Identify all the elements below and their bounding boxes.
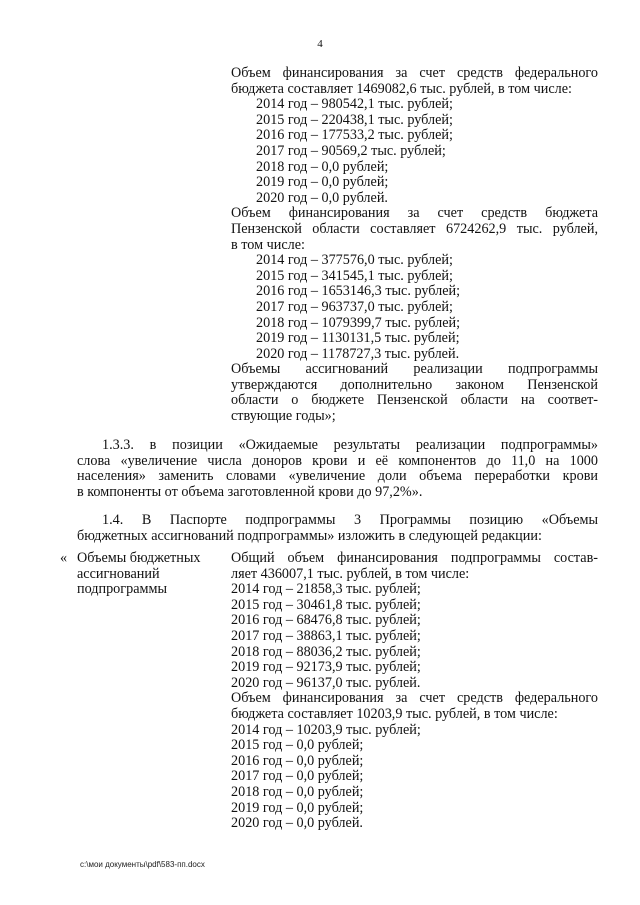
text-line: 2019 год – 0,0 рублей; xyxy=(256,174,389,191)
text-line: 2017 год – 963737,0 тыс. рублей; xyxy=(256,298,453,315)
text-line: 2016 год – 68476,8 тыс. рублей; xyxy=(231,612,421,629)
text-line: 2015 год – 0,0 рублей; xyxy=(231,737,364,754)
text-line: 2016 год – 1653146,3 тыс. рублей; xyxy=(256,283,461,300)
text-line: 2015 год – 220438,1 тыс. рублей; xyxy=(256,111,453,128)
text-line: 1.4. В Паспорте подпрограммы 3 Программы позицию «Объемы xyxy=(102,512,598,528)
text-line: 2016 год – 0,0 рублей; xyxy=(231,752,364,769)
text-line: населения» заменить словами «увеличение доли объема переработки крови xyxy=(77,468,598,485)
text-line: 2016 год – 177533,2 тыс. рублей; xyxy=(256,127,453,144)
text-line: области о бюджете Пензенской области на соответ- xyxy=(231,392,598,409)
text-line: 2017 год – 0,0 рублей; xyxy=(231,768,364,785)
page-number: 4 xyxy=(317,38,323,50)
text-line: Объем финансирования за счет средств федерального xyxy=(231,690,598,707)
text-line: 2015 год – 30461,8 тыс. рублей; xyxy=(231,596,421,613)
text-line: утверждаются дополнительно законом Пензенской xyxy=(231,376,598,393)
text-line: Общий объем финансирования подпрограммы состав- xyxy=(231,550,598,566)
text-line: бюджета составляет 1469082,6 тыс. рублей, в том числе: xyxy=(231,80,572,97)
text-line: 1.3.3. в позиции «Ожидаемые результаты реализации подпрограммы» xyxy=(102,437,598,453)
text-line: 2019 год – 92173,9 тыс. рублей; xyxy=(231,659,421,676)
text-line: ствующие годы»; xyxy=(231,408,336,425)
paragraph-1-3-3 xyxy=(77,438,598,500)
text-line: 2017 год – 38863,1 тыс. рублей; xyxy=(231,627,421,644)
text-line: бюджета составляет 10203,9 тыс. рублей, в том числе: xyxy=(231,705,558,722)
text-line: 2020 год – 0,0 рублей. xyxy=(231,815,363,832)
text-line: 2018 год – 0,0 рублей; xyxy=(256,158,389,175)
file-path-footer: c:\мои документы\pdf\583-пп.docx xyxy=(80,860,205,869)
text-line: Объемы ассигнований реализации подпрограммы xyxy=(231,361,598,378)
text-line: ляет 436007,1 тыс. рублей, в том числе: xyxy=(231,565,470,582)
opening-quote-mark: « xyxy=(60,550,68,566)
text-line: 2020 год – 0,0 рублей. xyxy=(256,189,388,206)
text-line: 2020 год – 1178727,3 тыс. рублей. xyxy=(256,345,460,362)
text-line: 2015 год – 341545,1 тыс. рублей; xyxy=(256,267,453,284)
text-line: Объем финансирования за счет средств федерального xyxy=(231,65,598,81)
text-line: Пензенской области составляет 6724262,9 тыс. рублей, xyxy=(231,220,598,237)
text-line: 2019 год – 0,0 рублей; xyxy=(231,799,364,816)
text-line: 2018 год – 1079399,7 тыс. рублей; xyxy=(256,314,461,331)
row-label-line: ассигнований xyxy=(77,565,160,582)
paragraph-1-4 xyxy=(77,513,598,544)
text-line: в компоненты от объема заготовленной крови до 97,2%». xyxy=(77,483,423,500)
text-line: в том числе: xyxy=(231,236,305,253)
text-line: 2014 год – 10203,9 тыс. рублей; xyxy=(231,721,421,738)
text-line: бюджетных ассигнований подпрограммы» изложить в следующей редакции: xyxy=(77,527,542,544)
row-label-line: подпрограммы xyxy=(77,581,167,598)
federal-regional-funding-block xyxy=(231,66,598,425)
text-line: 2017 год – 90569,2 тыс. рублей; xyxy=(256,142,446,159)
text-line: 2019 год – 1130131,5 тыс. рублей; xyxy=(256,330,460,347)
text-line: 2014 год – 377576,0 тыс. рублей; xyxy=(256,252,453,269)
row-label xyxy=(77,551,227,598)
text-line: 2014 год – 980542,1 тыс. рублей; xyxy=(256,96,453,113)
text-line: 2020 год – 96137,0 тыс. рублей. xyxy=(231,674,421,691)
text-line: 2014 год – 21858,3 тыс. рублей; xyxy=(231,581,421,598)
row-label-line: Объемы бюджетных xyxy=(77,550,201,566)
text-line: 2018 год – 0,0 рублей; xyxy=(231,783,364,800)
row-value xyxy=(231,551,598,832)
text-line: слова «увеличение числа доноров крови и её компонентов до 11,0 на 1000 xyxy=(77,452,598,469)
text-line: Объем финансирования за счет средств бюджета xyxy=(231,205,598,222)
text-line: 2018 год – 88036,2 тыс. рублей; xyxy=(231,643,421,660)
